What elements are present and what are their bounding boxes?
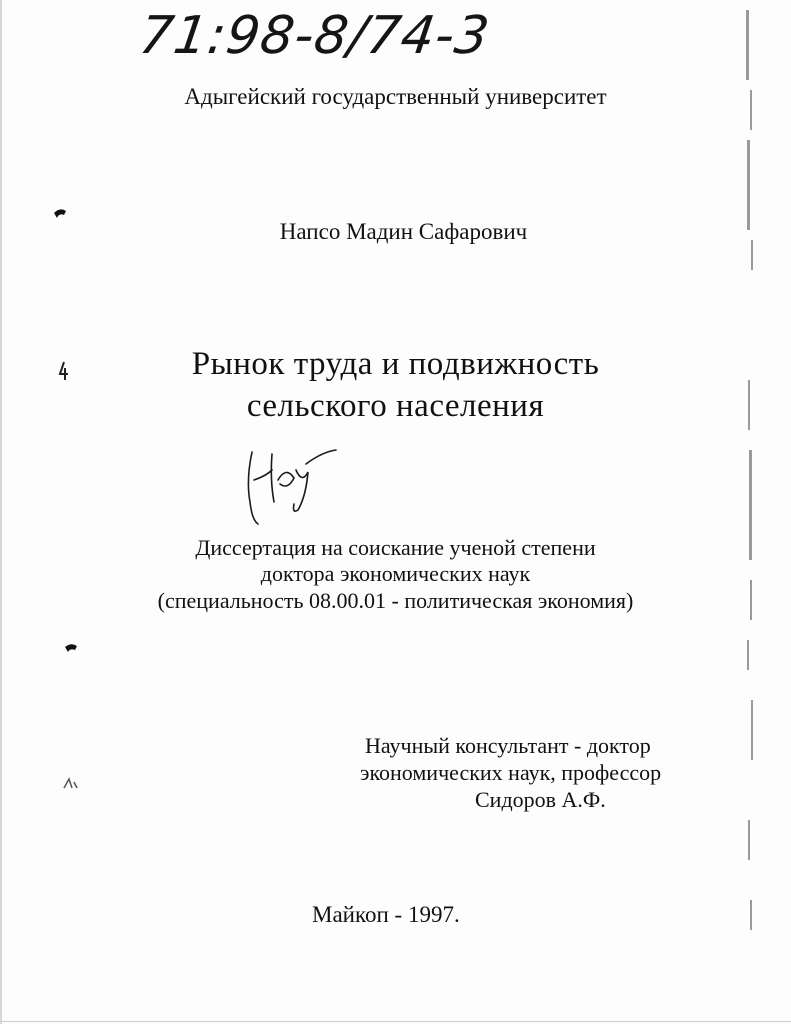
dissertation-title-line-1: Рынок труда и подвижность [191, 346, 600, 382]
advisor-name: Сидоров А.Ф. [475, 787, 606, 812]
scan-left-edge [0, 0, 6, 1024]
scan-mark [62, 776, 80, 792]
handwritten-signature [232, 440, 352, 530]
degree-description-line-2: доктора экономических наук [260, 561, 531, 586]
degree-description-line-3: (специальность 08.00.01 - политическая экономия) [157, 588, 634, 613]
degree-description-line-1: Диссертация на соискание ученой степени [195, 535, 596, 560]
city-and-year: Майкоп - 1997. [312, 902, 460, 927]
dissertation-title-line-2: сельского населения [246, 388, 545, 424]
advisor-line-1: Научный консультант - доктор [365, 733, 651, 758]
advisor-line-2: экономических наук, профессор [360, 760, 662, 785]
university-name: Адыгейский государственный университет [184, 84, 607, 109]
scan-mark [62, 640, 80, 658]
scan-right-edge-noise [738, 0, 762, 1024]
handwritten-archive-code: 71:98-8/74-3 [135, 6, 494, 66]
author-name: Напсо Мадин Сафарович [279, 219, 528, 244]
scan-bottom-edge [0, 1018, 791, 1024]
